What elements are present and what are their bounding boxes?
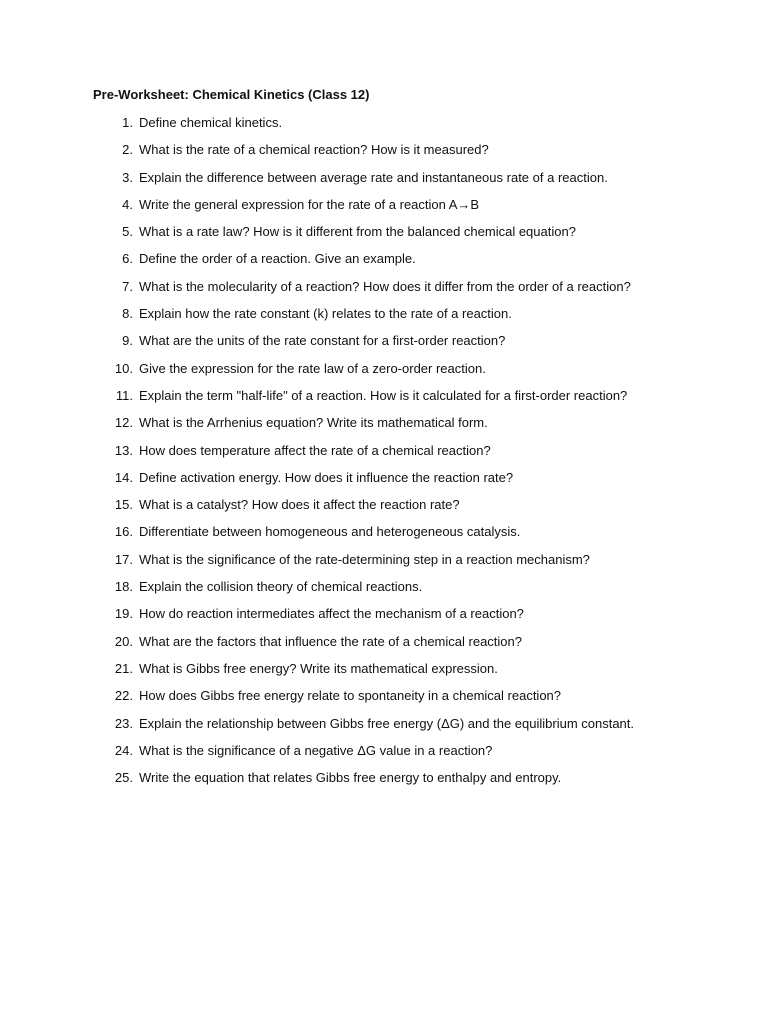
question-text: What is the rate of a chemical reaction? How is it measured? [139,142,489,158]
question-number: 5. [122,224,133,240]
question-text: How does Gibbs free energy relate to spontaneity in a chemical reaction? [139,688,562,704]
question-number: 24. [114,742,133,758]
question-number: 4. [122,196,133,212]
question-item [0,114,768,141]
question-item [0,332,768,359]
question-number: 15. [114,497,133,513]
question-text: What are the factors that influence the rate of a chemical reaction? [139,633,522,649]
question-item [0,523,768,550]
question-number: 18. [114,579,133,595]
question-text: Define the order of a reaction. Give an example. [139,251,416,267]
question-text: What is Gibbs free energy? Write its mathematical expression. [139,660,498,676]
question-text: Give the expression for the rate law of a zero-order reaction. [139,360,486,376]
question-text: What is the Arrhenius equation? Write its mathematical form. [139,415,488,431]
question-text: Define activation energy. How does it influence the reaction rate? [139,469,514,485]
question-number: 12. [114,415,133,431]
question-item [0,305,768,332]
question-text: Explain how the rate constant (k) relates to the rate of a reaction. [139,306,512,322]
question-number: 20. [114,633,133,649]
question-number: 11. [115,387,133,403]
question-number: 23. [114,715,133,731]
question-item [0,633,768,660]
question-number: 17. [114,551,133,567]
question-text: What are the units of the rate constant for a first-order reaction? [139,333,506,349]
question-number: 25. [114,770,133,786]
question-item [0,769,768,796]
question-item [0,278,768,305]
question-number: 9. [122,333,133,349]
question-text: What is the significance of the rate-determining step in a reaction mechanism? [139,551,590,567]
question-item [0,414,768,441]
question-item [0,715,768,742]
question-item [0,687,768,714]
question-item [0,360,768,387]
question-item [0,660,768,687]
worksheet-title: Pre-Worksheet: Chemical Kinetics (Class 12) [93,87,370,102]
question-text: Write the general expression for the rate of a reaction A→B [139,196,480,212]
question-number: 6. [122,251,133,267]
question-number: 19. [114,606,133,622]
question-item [0,196,768,223]
question-item [0,141,768,168]
question-item [0,250,768,277]
question-item [0,605,768,632]
question-number: 7. [122,278,133,294]
question-item [0,496,768,523]
question-text: Write the equation that relates Gibbs free energy to enthalpy and entropy. [139,770,562,786]
question-text: Explain the difference between average rate and instantaneous rate of a reaction. [139,169,608,185]
question-text: Explain the relationship between Gibbs free energy (ΔG) and the equilibrium constant. [139,715,635,731]
question-item [0,742,768,769]
question-number: 8. [122,306,133,322]
question-number: 3. [122,169,133,185]
question-number: 22. [114,688,133,704]
question-list [0,114,768,796]
question-item [0,442,768,469]
question-text: How does temperature affect the rate of a chemical reaction? [139,442,491,458]
question-item [0,469,768,496]
question-item [0,169,768,196]
question-item [0,578,768,605]
question-text: Explain the collision theory of chemical reactions. [139,579,423,595]
question-text: What is the significance of a negative ΔG value in a reaction? [139,742,493,758]
question-text: What is a catalyst? How does it affect the reaction rate? [139,497,460,513]
question-number: 14. [114,469,133,485]
question-number: 1. [122,115,133,130]
question-item [0,223,768,250]
question-number: 16. [114,524,133,540]
question-text: Differentiate between homogeneous and heterogeneous catalysis. [139,524,521,540]
question-text: How do reaction intermediates affect the mechanism of a reaction? [139,606,524,622]
question-number: 10. [114,360,133,376]
question-number: 13. [114,442,133,458]
question-text: What is a rate law? How is it different from the balanced chemical equation? [139,224,576,240]
question-number: 2. [122,142,133,158]
question-item [0,387,768,414]
question-text: Define chemical kinetics. [139,115,283,130]
question-item [0,551,768,578]
question-text: Explain the term "half-life" of a reaction. How is it calculated for a first-order reaction? [139,387,628,403]
question-number: 21. [114,660,133,676]
question-text: What is the molecularity of a reaction? How does it differ from the order of a reaction? [139,278,631,294]
